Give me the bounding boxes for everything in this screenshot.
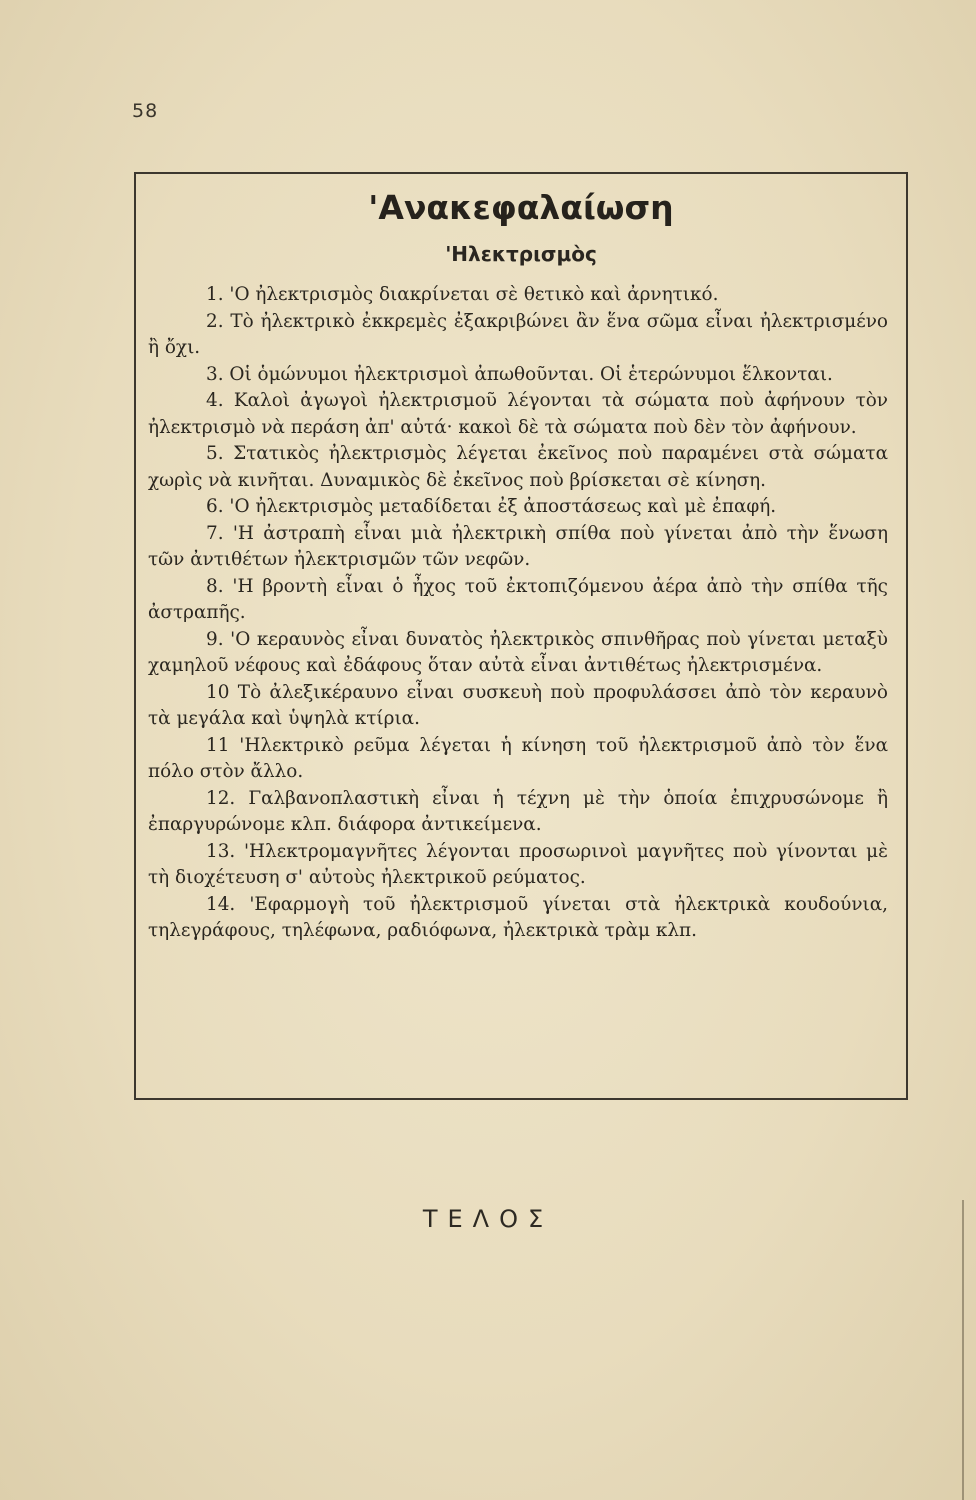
summary-item-2: 2. Τὸ ἠλεκτρικὸ ἐκκρεμὲς ἐξακριβώνει ἂν ἕνα σῶμα εἶναι ἠλεκτρισμένο ἢ ὄχι. bbox=[148, 310, 888, 358]
page-number: 58 bbox=[132, 100, 159, 122]
summary-item-11: 11 'Ηλεκτρικὸ ρεῦμα λέγεται ἡ κίνηση τοῦ ἠλεκτρισμοῦ ἀπὸ τὸν ἕνα πόλο στὸν ἄλλο. bbox=[148, 734, 888, 782]
summary-box bbox=[134, 172, 908, 1100]
summary-item-6: 6. 'Ο ἠλεκτρισμὸς μεταδίδεται ἐξ ἀποστάσεως καὶ μὲ ἐπαφή. bbox=[206, 496, 777, 517]
summary-item-14: 14. 'Εφαρμογὴ τοῦ ἠλεκτρισμοῦ γίνεται στὰ ἠλεκτρικὰ κουδούνια, τηλεγράφους, τηλέφωνα, ραδιόφωνα, ἠλεκτρικὰ τρὰμ κλπ. bbox=[148, 893, 888, 941]
summary-item-3: 3. Οἱ ὁμώνυμοι ἠλεκτρισμοὶ ἀπωθοῦνται. Οἱ ἑτερώνυμοι ἕλκονται. bbox=[206, 363, 833, 385]
summary-item-1: 1. 'Ο ἠλεκτρισμὸς διακρίνεται σὲ θετικὸ καὶ ἀρνητικό. bbox=[206, 284, 719, 305]
summary-item-9: 9. 'Ο κεραυνὸς εἶναι δυνατὸς ἠλεκτρικὸς σπινθῆρας ποὺ γίνεται μεταξὺ χαμηλοῦ νέφους καὶ ἐδάφους ὅταν αὐτὰ εἶναι ἀντιθέτως ἠλεκτρισμένα. bbox=[148, 628, 888, 676]
summary-item-12: 12. Γαλβανοπλαστικὴ εἶναι ἡ τέχνη μὲ τὴν ὁποία ἐπιχρυσώνομε ἢ ἐπαργυρώνομε κλπ. διάφορα ἀντικείμενα. bbox=[148, 787, 888, 835]
summary-item-5: 5. Στατικὸς ἠλεκτρισμὸς λέγεται ἐκεῖνος ποὺ παραμένει στὰ σώματα χωρὶς νὰ κινῆται. Δυναμικὸς δὲ ἐκεῖνος ποὺ βρίσκεται σὲ κίνηση. bbox=[148, 443, 888, 491]
summary-list bbox=[148, 282, 888, 945]
page-edge-divider bbox=[962, 1200, 964, 1500]
ending-text: ΤΕΛΟΣ bbox=[422, 1205, 554, 1233]
summary-item-4: 4. Καλοὶ ἀγωγοὶ ἠλεκτρισμοῦ λέγονται τὰ σώματα ποὺ ἀφήνουν τὸν ἠλεκτρισμὸ νὰ περάση ἀπ' αὐτά· κακοὶ δὲ τὰ σώματα ποὺ δὲν τὸν ἀφήνουν. bbox=[148, 390, 888, 438]
summary-title: 'Ανακεφαλαίωση bbox=[368, 188, 674, 227]
summary-item-7: 7. 'Η ἀστραπὴ εἶναι μιὰ ἠλεκτρικὴ σπίθα ποὺ γίνεται ἀπὸ τὴν ἕνωση τῶν ἀντιθέτων ἠλεκτρισμῶν τῶν νεφῶν. bbox=[148, 522, 888, 570]
summary-item-8: 8. 'Η βροντὴ εἶναι ὁ ἦχος τοῦ ἐκτοπιζόμενου ἀέρα ἀπὸ τὴν σπίθα τῆς ἀστραπῆς. bbox=[148, 575, 888, 623]
summary-item-10: 10 Τὸ ἀλεξικέραυνο εἶναι συσκευὴ ποὺ προφυλάσσει ἀπὸ τὸν κεραυνὸ τὰ μεγάλα καὶ ὑψηλὰ κτίρια. bbox=[148, 681, 888, 729]
summary-item-13: 13. 'Ηλεκτρομαγνῆτες λέγονται προσωρινοὶ μαγνῆτες ποὺ γίνονται μὲ τὴ διοχέτευση σ' αὐτοὺς ἠλεκτρικοῦ ρεύματος. bbox=[148, 840, 888, 888]
summary-subtitle: 'Ηλεκτρισμὸς bbox=[445, 242, 597, 266]
